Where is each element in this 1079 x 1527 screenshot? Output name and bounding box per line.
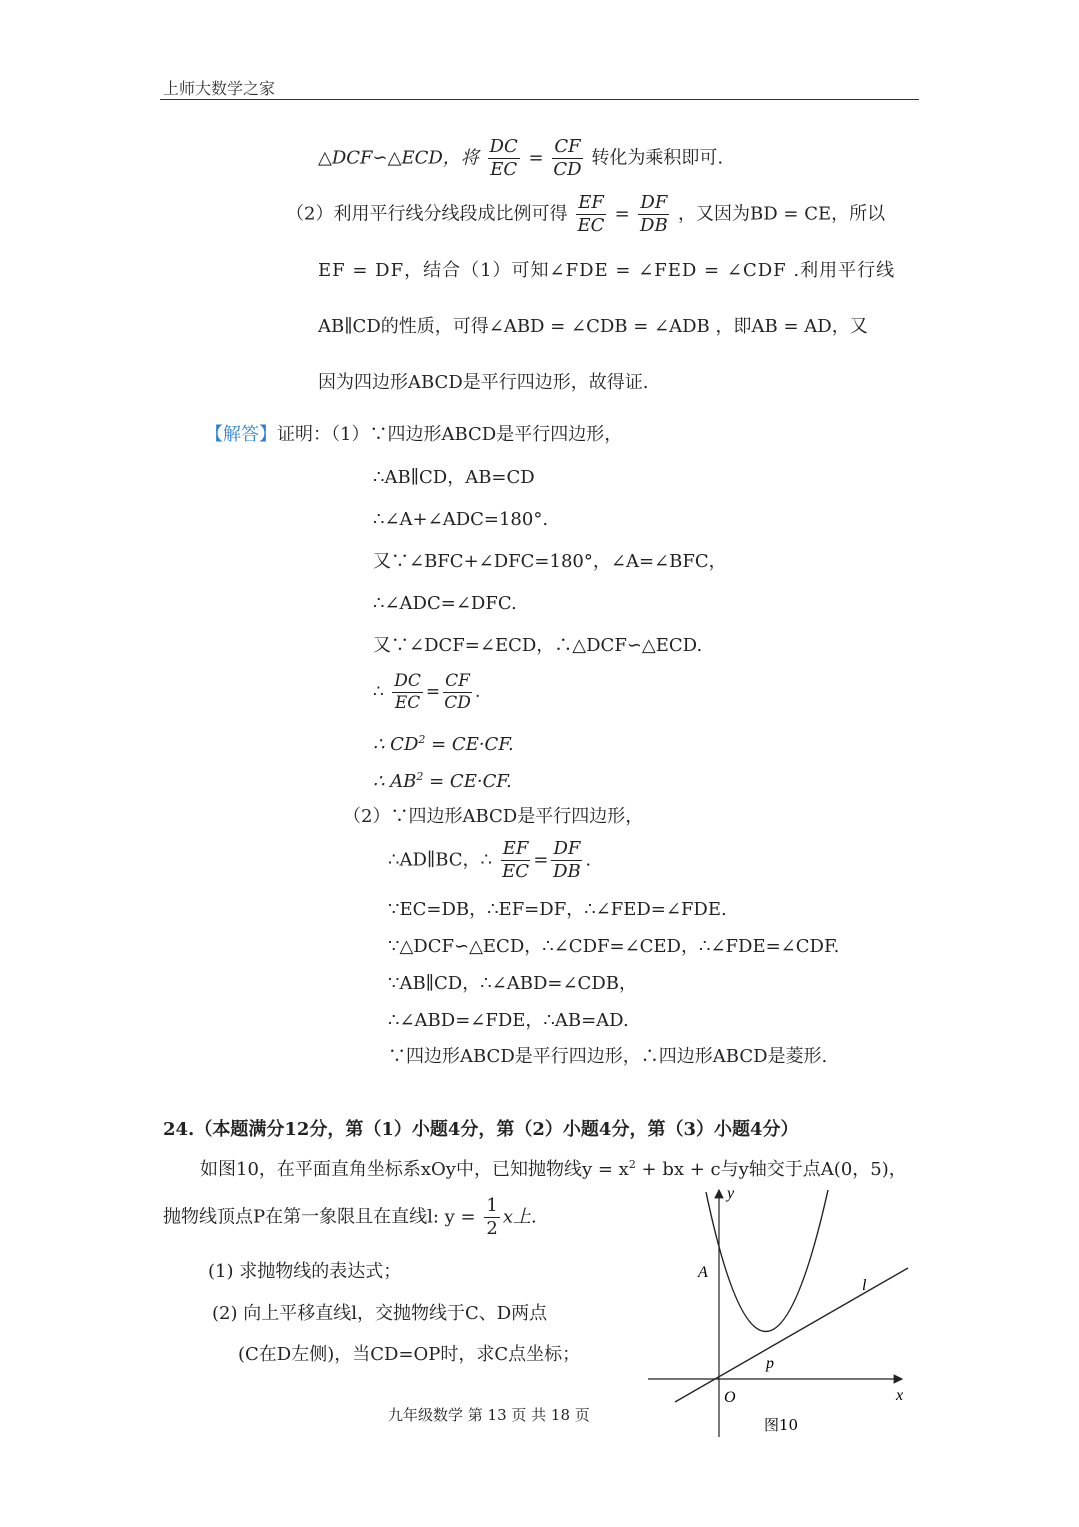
fraction: $\frac{EF}{EC}$ bbox=[502, 838, 529, 882]
fraction: $\frac{1}{2}$ bbox=[486, 1195, 498, 1239]
x-axis-label: x bbox=[896, 1387, 904, 1404]
question-24-text: 抛物线顶点P在第一象限且在直线l: y = $\frac{1}{2}$ x上. bbox=[163, 1195, 537, 1239]
question-24-part-1: (1) 求抛物线的表达式； bbox=[208, 1261, 402, 1282]
fraction: $\frac{DC}{EC}$ bbox=[489, 136, 518, 180]
solution-part-2: （2）∵四边形ABCD是平行四边形， bbox=[343, 806, 644, 827]
analysis-line-1: △DCF∽△ECD，将 $\frac{DC}{EC}$ = $\frac{CF}{CD}$ 转化为乘积即可. bbox=[318, 136, 724, 180]
solution-step: ∴∠ADC=∠DFC. bbox=[373, 593, 517, 614]
question-24-heading: 24.（本题满分12分，第（1）小题4分，第（2）小题4分，第（3）小题4分） bbox=[163, 1119, 799, 1140]
solution-step: ∴AB∥CD，AB=CD bbox=[373, 467, 535, 488]
solution-step: ∴∠A+∠ADC=180°. bbox=[373, 509, 549, 530]
solution-step: 又∵∠DCF=∠ECD，∴△DCF∽△ECD. bbox=[373, 635, 703, 656]
analysis-line-5: 因为四边形ABCD是平行四边形，故得证. bbox=[318, 372, 649, 393]
solution-step: ∵AB∥CD，∴∠ABD=∠CDB， bbox=[388, 973, 637, 994]
fraction: $\frac{CF}{CD}$ bbox=[444, 671, 471, 713]
solution-step: ∵四边形ABCD是平行四边形，∴四边形ABCD是菱形. bbox=[388, 1046, 828, 1067]
line-l bbox=[675, 1268, 908, 1402]
solution-step: ∴ $CD^2 = CE\cdot CF$. bbox=[373, 733, 514, 755]
solution-intro: 【解答】证明：（1）∵四边形ABCD是平行四边形， bbox=[205, 424, 623, 445]
solution-step: ∵EC=DB，∴EF=DF，∴∠FED=∠FDE. bbox=[388, 899, 727, 920]
analysis-line-2: （2）利用平行线分线段成比例可得 $\frac{EF}{EC}$ = $\frac{DF}{DB}$ ，又因为BD = CE，所以 bbox=[286, 192, 886, 236]
solution-step: ∵△DCF∽△ECD，∴∠CDF=∠CED，∴∠FDE=∠CDF. bbox=[388, 936, 840, 957]
question-24-part-2: (2) 向上平移直线l，交抛物线于C、D两点 bbox=[212, 1303, 548, 1324]
header-title: 上师大数学之家 bbox=[163, 79, 276, 98]
point-a-label: A bbox=[698, 1264, 708, 1281]
figure-caption: 图10 bbox=[764, 1416, 799, 1434]
parabola bbox=[706, 1190, 828, 1332]
fraction: $\frac{DF}{DB}$ bbox=[640, 192, 668, 236]
line-l-label: l bbox=[862, 1277, 867, 1294]
solution-step: 又∵∠BFC+∠DFC=180°，∠A=∠BFC， bbox=[373, 551, 727, 572]
solution-step: ∴AD∥BC，∴ $\frac{EF}{EC}$ = $\frac{DF}{DB}$ . bbox=[388, 838, 592, 882]
question-24-part-2-cont: (C在D左侧)，当CD=OP时，求C点坐标； bbox=[238, 1344, 581, 1365]
solution-step: ∴∠ABD=∠FDE，∴AB=AD. bbox=[388, 1010, 629, 1031]
origin-label: O bbox=[724, 1389, 736, 1406]
analysis-line-3: EF = DF，结合（1）可知∠FDE = ∠FED = ∠CDF .利用平行线 bbox=[318, 260, 896, 281]
page-footer: 九年级数学 第 13 页 共 18 页 bbox=[388, 1406, 590, 1424]
solution-step: ∴ $\frac{DC}{EC}$ = $\frac{CF}{CD}$ . bbox=[373, 671, 481, 713]
analysis-line-4: AB∥CD的性质，可得∠ABD = ∠CDB = ∠ADB ，即AB = AD，又 bbox=[318, 316, 868, 337]
header-rule bbox=[160, 99, 919, 100]
fraction: $\frac{EF}{EC}$ bbox=[577, 192, 605, 236]
fraction: $\frac{DF}{DB}$ bbox=[553, 838, 581, 882]
figure-10-graph bbox=[640, 1182, 920, 1442]
fraction: $\frac{DC}{EC}$ bbox=[394, 671, 421, 713]
solution-step: ∴ $AB^2 = CE\cdot CF$. bbox=[373, 770, 512, 792]
point-p-label: p bbox=[766, 1355, 774, 1372]
fraction: $\frac{CF}{CD}$ bbox=[553, 136, 582, 180]
solution-tag: 【解答】 bbox=[205, 424, 277, 445]
y-axis-label: y bbox=[727, 1185, 735, 1202]
question-24-text: 如图10，在平面直角坐标系xOy中，已知抛物线$y = x^2$ + bx + c与y轴交于点A(0，5)， bbox=[200, 1158, 907, 1180]
